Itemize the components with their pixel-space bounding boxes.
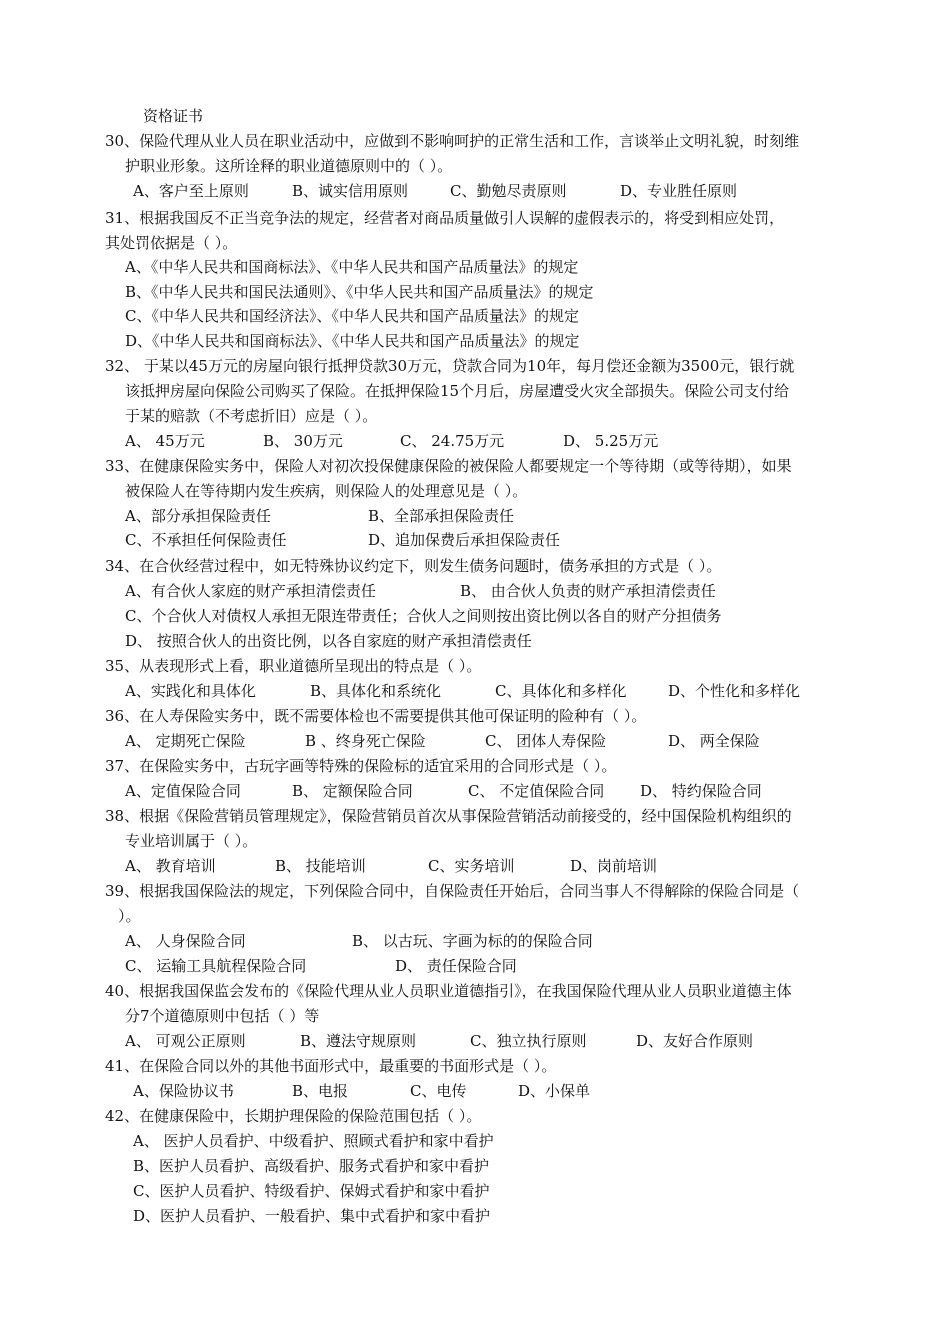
q32-option-a: A、 45万元 bbox=[125, 432, 205, 450]
question-34-line-1: 34、在合伙经营过程中，如无特殊协议约定下，则发生债务问题时，债务承担的方式是（ ）。 bbox=[105, 557, 722, 575]
q41-option-d: D、小保单 bbox=[518, 1082, 591, 1100]
q36-option-c: C、 团体人寿保险 bbox=[485, 732, 607, 750]
question-33-line-2: 被保险人在等待期内发生疾病，则保险人的处理意见是（ ）。 bbox=[125, 482, 528, 500]
q30-option-b: B、诚实信用原则 bbox=[292, 182, 409, 200]
question-33-line-1: 33、在健康保险实务中，保险人对初次投保健康保险的被保险人都要规定一个等待期（或等待期），如果 bbox=[105, 457, 792, 475]
question-41-line-1: 41、在保险合同以外的其他书面形式中，最重要的书面形式是（ ）。 bbox=[105, 1057, 557, 1075]
q31-option-c: C、《中华人民共和国经济法》、《中华人民共和国产品质量法》的规定 bbox=[125, 307, 579, 325]
q37-option-c: C、 不定值保险合同 bbox=[468, 782, 605, 800]
q33-option-d: D、追加保费后承担保险责任 bbox=[368, 531, 561, 549]
q37-option-d: D、 特约保险合同 bbox=[640, 782, 762, 800]
q38-option-c: C、实务培训 bbox=[428, 857, 515, 875]
q32-option-b: B、 30万元 bbox=[263, 432, 343, 450]
q38-option-d: D、岗前培训 bbox=[570, 857, 658, 875]
question-39-line-2: ）。 bbox=[118, 907, 141, 925]
q31-option-b: B、《中华人民共和国民法通则》、《中华人民共和国产品质量法》的规定 bbox=[125, 283, 594, 301]
q34-option-c: C、个合伙人对债权人承担无限连带责任；合伙人之间则按出资比例以各自的财产分担债务 bbox=[125, 607, 722, 625]
question-35-line-1: 35、从表现形式上看，职业道德所呈现出的特点是（ ）。 bbox=[105, 657, 482, 675]
q40-option-c: C、独立执行原则 bbox=[470, 1032, 587, 1050]
q40-option-a: A、 可观公正原则 bbox=[125, 1032, 246, 1050]
q35-option-d: D、个性化和多样化 bbox=[668, 682, 801, 700]
q31-option-d: D、《中华人民共和国商标法》、《中华人民共和国产品质量法》的规定 bbox=[125, 332, 580, 350]
question-40-line-2: 分7个道德原则中包括（ ）等 bbox=[125, 1007, 320, 1025]
q37-option-a: A、定值保险合同 bbox=[125, 782, 241, 800]
q35-option-b: B、具体化和系统化 bbox=[310, 682, 442, 700]
q30-option-a: A、客户至上原则 bbox=[133, 182, 249, 200]
header-fragment: 资格证书 bbox=[143, 107, 204, 125]
q37-option-b: B、 定额保险合同 bbox=[292, 782, 413, 800]
question-39-line-1: 39、根据我国保险法的规定，下列保险合同中，自保险责任开始后，合同当事人不得解除的保险合同是（ bbox=[105, 882, 800, 900]
question-36-line-1: 36、在人寿保险实务中，既不需要体检也不需要提供其他可保证明的险种有（ ）。 bbox=[105, 707, 647, 725]
q36-option-d: D、 两全保险 bbox=[668, 732, 760, 750]
q33-option-c: C、不承担任何保险责任 bbox=[125, 531, 287, 549]
q30-option-d: D、专业胜任原则 bbox=[620, 182, 738, 200]
q35-option-c: C、具体化和多样化 bbox=[495, 682, 627, 700]
q33-option-b: B、全部承担保险责任 bbox=[368, 507, 515, 525]
q34-option-b: B、 由合伙人负责的财产承担清偿责任 bbox=[460, 582, 716, 600]
q35-option-a: A、实践化和具体化 bbox=[125, 682, 256, 700]
q39-option-a: A、 人身保险合同 bbox=[125, 932, 246, 950]
question-32-line-3: 于某的赔款（不考虑折旧）应是（ ）。 bbox=[125, 407, 378, 425]
question-38-line-1: 38、根据《保险营销员管理规定》，保险营销员首次从事保险营销活动前接受的，经中国保险机构组织的 bbox=[105, 807, 792, 825]
question-31-line-2: 其处罚依据是（ ）。 bbox=[105, 234, 238, 252]
question-37-line-1: 37、在保险实务中，古玩字画等特殊的保险标的适宜采用的合同形式是（ ）。 bbox=[105, 757, 617, 775]
q42-option-a: A、 医护人员看护、中级看护、照顾式看护和家中看护 bbox=[133, 1132, 494, 1150]
q42-option-b: B、医护人员看护、高级看护、服务式看护和家中看护 bbox=[133, 1157, 490, 1175]
q36-option-a: A、 定期死亡保险 bbox=[125, 732, 246, 750]
q41-option-a: A、保险协议书 bbox=[133, 1082, 234, 1100]
q34-option-a: A、有合伙人家庭的财产承担清偿责任 bbox=[125, 582, 376, 600]
q38-option-a: A、 教育培训 bbox=[125, 857, 216, 875]
q39-option-b: B、 以古玩、字画为标的的保险合同 bbox=[352, 932, 593, 950]
q38-option-b: B、 技能培训 bbox=[275, 857, 366, 875]
question-32-line-2: 该抵押房屋向保险公司购买了保险。在抵押保险15个月后，房屋遭受火灾全部损失。保险公司支付给 bbox=[125, 382, 790, 400]
q42-option-d: D、医护人员看护、一般看护、集中式看护和家中看护 bbox=[133, 1207, 491, 1225]
q32-option-d: D、 5.25万元 bbox=[563, 432, 659, 450]
q41-option-b: B、电报 bbox=[292, 1082, 349, 1100]
question-30-line-2: 护职业形象。这所诠释的职业道德原则中的（ ）。 bbox=[125, 157, 453, 175]
q40-option-d: D、友好合作原则 bbox=[636, 1032, 754, 1050]
q36-option-b: B 、终身死亡保险 bbox=[305, 732, 426, 750]
question-30-line-1: 30、保险代理从业人员在职业活动中，应做到不影响呵护的正常生活和工作，言谈举止文明礼貌，时刻维 bbox=[105, 132, 800, 150]
q33-option-a: A、部分承担保险责任 bbox=[125, 507, 271, 525]
q30-option-c: C、勤勉尽责原则 bbox=[450, 182, 567, 200]
q31-option-a: A、《中华人民共和国商标法》、《中华人民共和国产品质量法》的规定 bbox=[125, 258, 579, 276]
question-42-line-1: 42、在健康保险中，长期护理保险的保险范围包括（ ）。 bbox=[105, 1107, 482, 1125]
question-31-line-1: 31、根据我国反不正当竞争法的规定，经营者对商品质量做引人误解的虚假表示的，将受到相应处罚， bbox=[105, 209, 785, 227]
question-32-line-1: 32、 于某以45万元的房屋向银行抵押贷款30万元，贷款合同为10年，每月偿还金额为3500元，银行就 bbox=[105, 357, 795, 375]
q42-option-c: C、医护人员看护、特级看护、保姆式看护和家中看护 bbox=[133, 1182, 490, 1200]
q39-option-c: C、 运输工具航程保险合同 bbox=[125, 957, 307, 975]
q41-option-c: C、电传 bbox=[410, 1082, 467, 1100]
q32-option-c: C、 24.75万元 bbox=[400, 432, 505, 450]
question-40-line-1: 40、根据我国保监会发布的《保险代理从业人员职业道德指引》，在我国保险代理从业人员职业道德主体 bbox=[105, 982, 792, 1000]
q40-option-b: B、遵法守规原则 bbox=[300, 1032, 417, 1050]
question-38-line-2: 专业培训属于（ ）。 bbox=[125, 832, 258, 850]
q39-option-d: D、 责任保险合同 bbox=[395, 957, 517, 975]
q34-option-d: D、 按照合伙人的出资比例，以各自家庭的财产承担清偿责任 bbox=[125, 632, 532, 650]
